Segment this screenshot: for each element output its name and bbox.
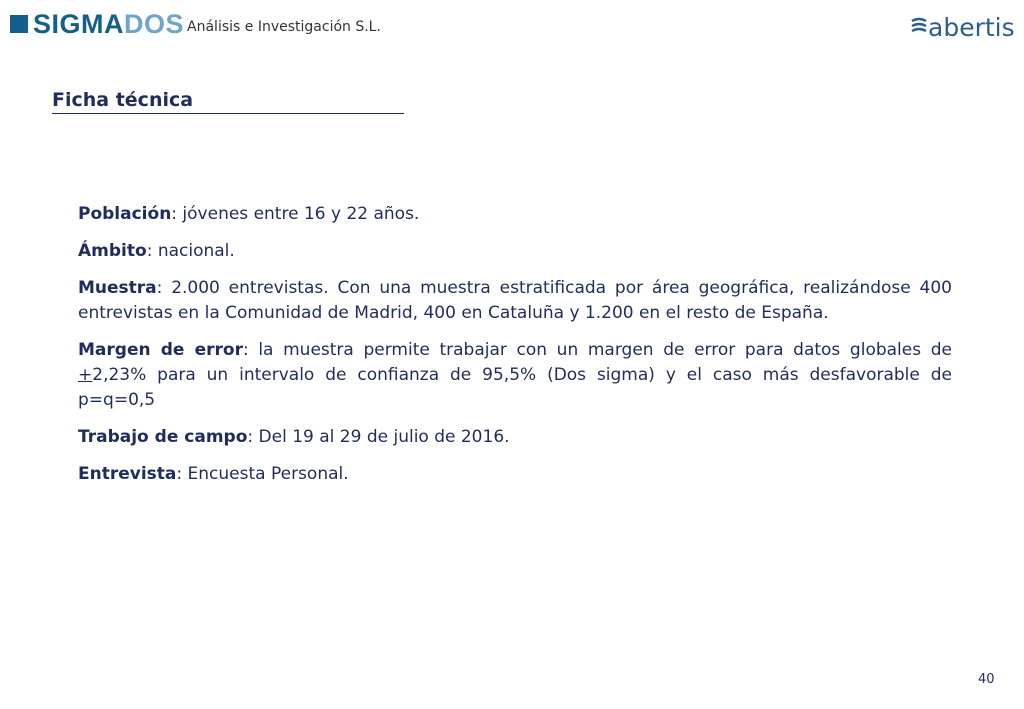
margen-text-before: : la muestra permite trabajar con un margen de error para datos globales de: [242, 340, 952, 360]
abertis-wordmark: abertis: [928, 13, 1015, 42]
logo-square-icon: [10, 15, 28, 33]
trabajo-text: : Del 19 al 29 de julio de 2016.: [247, 427, 510, 447]
page-title: Ficha técnica: [52, 88, 404, 114]
technical-sheet: [78, 202, 952, 499]
ambito-text: : nacional.: [146, 241, 235, 261]
muestra-label: Muestra: [78, 278, 157, 298]
abertis-logo: [910, 14, 1015, 42]
margen-label: Margen de error: [78, 340, 243, 360]
sigmados-logo: [10, 10, 381, 38]
margen-paragraph: [78, 338, 952, 413]
poblacion-paragraph: [78, 202, 952, 227]
entrevista-text: : Encuesta Personal.: [176, 464, 349, 484]
plus-minus-sign: +: [78, 365, 93, 385]
ambito-label: Ámbito: [78, 241, 147, 261]
trabajo-paragraph: [78, 425, 952, 450]
ambito-paragraph: [78, 239, 952, 264]
trabajo-label: Trabajo de campo: [78, 427, 248, 447]
logo-subtitle: Análisis e Investigación S.L.: [187, 18, 381, 35]
muestra-text: : 2.000 entrevistas. Con una muestra estratificada por área geográfica, realizándose 400 entrevistas en la Comunidad de Madrid, 400 en Cataluña y 1.200 en el resto de España.: [78, 278, 952, 323]
poblacion-label: Población: [78, 204, 172, 224]
entrevista-label: Entrevista: [78, 464, 177, 484]
margen-text-after: 2,23% para un intervalo de confianza de 95,5% (Dos sigma) y el caso más desfavorable de p=q=0,5: [78, 365, 952, 410]
logo-dos-text: DOS: [124, 9, 185, 39]
entrevista-paragraph: [78, 462, 952, 487]
poblacion-text: : jóvenes entre 16 y 22 años.: [171, 204, 420, 224]
muestra-paragraph: [78, 276, 952, 326]
abertis-emblem-icon: [910, 17, 928, 39]
page-number: 40: [978, 672, 995, 687]
logo-sigma-text: SIGMA: [33, 9, 125, 39]
